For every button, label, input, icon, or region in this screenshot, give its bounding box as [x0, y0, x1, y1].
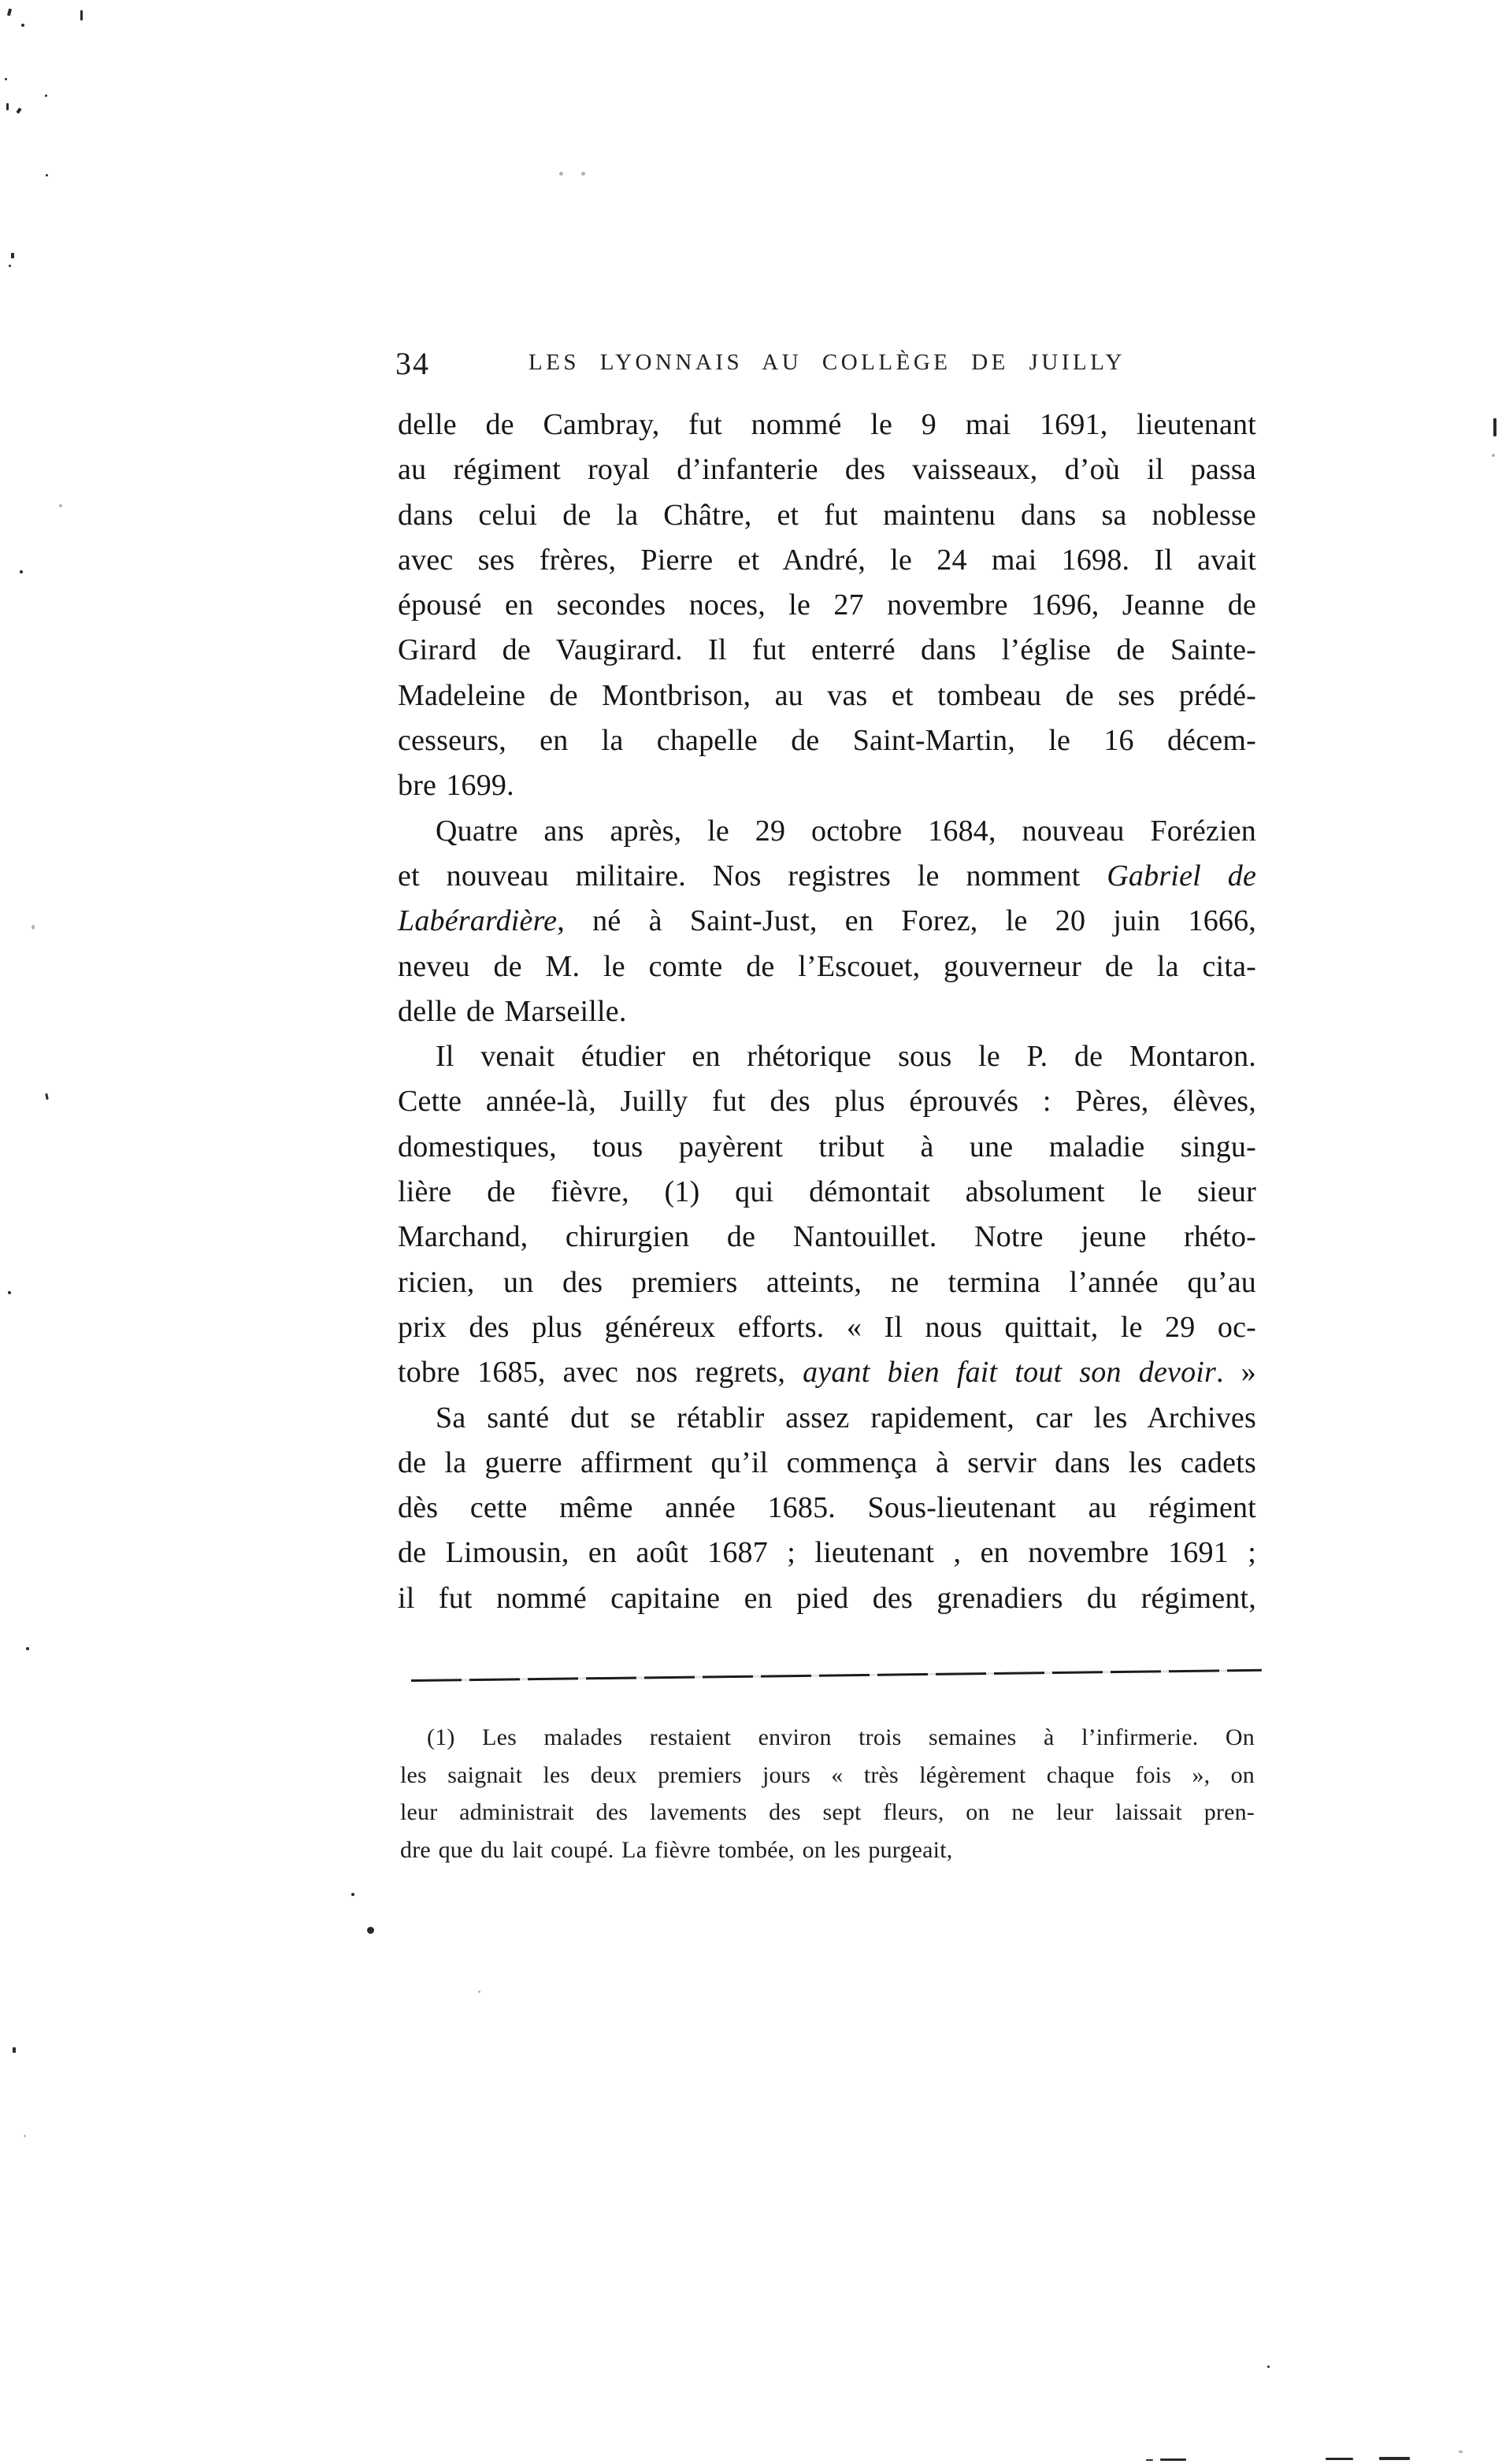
- body-line: bre 1699.: [398, 769, 514, 803]
- body-line: dans celui de la Châtre, et fut maintenu dans sa noblesse: [398, 498, 1256, 532]
- scan-speck: [80, 10, 83, 20]
- body-line: épousé en secondes noces, le 27 novembre 1696, Jeanne de: [398, 588, 1256, 622]
- body-line: Quatre ans après, le 29 octobre 1684, nouveau Forézien: [436, 814, 1256, 848]
- body-line: cesseurs, en la chapelle de Saint-Martin, le 16 décem-: [398, 724, 1256, 758]
- body-line-italic: Gabriel de: [1107, 859, 1257, 892]
- scan-speck: [581, 172, 585, 176]
- body-line: ricien, un des premiers atteints, ne termina l’année qu’au: [398, 1265, 1256, 1299]
- footnote-line: les saignait les deux premiers jours « très légèrement chaque fois », on: [400, 1761, 1255, 1788]
- footnote: [400, 1719, 1255, 1868]
- body-line-text: tobre 1685, avec nos regrets,: [398, 1356, 803, 1390]
- body-line-italic: ayant bien fait tout son devoir: [803, 1356, 1217, 1390]
- body-line: de la guerre affirment qu’il commença à servir dans les cadets: [398, 1445, 1256, 1479]
- body-line: [398, 854, 1256, 899]
- body-line: [398, 899, 1256, 944]
- body-line: neveu de M. le comte de l’Escouet, gouverneur de la cita-: [398, 949, 1256, 983]
- body-line: delle de Marseille.: [398, 994, 627, 1028]
- body-line: Cette année-là, Juilly fut des plus éprouvés : Pères, élèves,: [398, 1085, 1256, 1119]
- body-line: domestiques, tous payèrent tribut à une maladie singu-: [398, 1130, 1256, 1163]
- scan-speck: [32, 925, 35, 930]
- scan-speck: [351, 1893, 354, 1896]
- scan-speck: [59, 504, 62, 507]
- scan-speck: [9, 265, 11, 267]
- scan-speck: [20, 570, 23, 573]
- body-line: delle de Cambray, fut nommé le 9 mai 1691, lieutenant: [398, 408, 1256, 441]
- scan-speck: [1459, 2451, 1463, 2453]
- body-line: il fut nommé capitaine en pied des grenadiers du régiment,: [398, 1581, 1256, 1615]
- body-line: Sa santé dut se rétablir assez rapidement, car les Archives: [436, 1401, 1256, 1434]
- scan-speck: [5, 78, 7, 80]
- body-line: Madeleine de Montbrison, au vas et tombeau de ses prédé-: [398, 678, 1256, 712]
- body-line: de Limousin, en août 1687 ; lieutenant , en novembre 1691 ;: [398, 1536, 1256, 1570]
- body-line: Girard de Vaugirard. Il fut enterré dans l’église de Sainte-: [398, 633, 1256, 667]
- scan-mark-bullet: [367, 1927, 374, 1934]
- body-text: [398, 403, 1256, 1621]
- scan-speck: [6, 103, 9, 110]
- scan-speck: [16, 107, 21, 113]
- scan-speck: [7, 9, 12, 17]
- footnote-line: (1) Les malades restaient environ trois semaines à l’infirmerie. On: [427, 1724, 1255, 1750]
- scan-speck: [11, 253, 14, 258]
- body-line-text: et nouveau militaire. Nos registres le nomment: [398, 859, 1107, 892]
- scan-mark-bottom-dash: [1326, 2458, 1353, 2460]
- body-line: avec ses frères, Pierre et André, le 24 mai 1698. Il avait: [398, 543, 1256, 577]
- body-line: lière de fièvre, (1) qui démontait absolument le sieur: [398, 1175, 1256, 1209]
- body-line-text: . »: [1216, 1356, 1256, 1390]
- scan-speck: [8, 1291, 11, 1294]
- body-line: dès cette même année 1685. Sous-lieutenant au régiment: [398, 1491, 1256, 1525]
- body-line: [398, 1350, 1256, 1395]
- scan-mark-bottom-dash: [1379, 2457, 1410, 2460]
- running-title: LES LYONNAIS AU COLLÈGE DE JUILLY: [528, 350, 1126, 375]
- body-line: Marchand, chirurgien de Nantouillet. Notre jeune rhéto-: [398, 1220, 1256, 1254]
- scan-mark-bottom-dash: [1160, 2458, 1186, 2461]
- body-line: Il venait étudier en rhétorique sous le P. de Montaron.: [436, 1040, 1256, 1074]
- scan-speck: [26, 1647, 29, 1650]
- body-line-italic: Labérardière: [398, 904, 558, 938]
- scan-speck: [1267, 2366, 1270, 2368]
- scan-speck: [24, 2135, 26, 2137]
- footnote-line: leur administrait des lavements des sept fleurs, on ne leur laissait pren-: [400, 1799, 1255, 1826]
- scan-speck: [21, 24, 24, 27]
- footnote-line: dre que du lait coupé. La fièvre tombée, on les purgeait,: [400, 1836, 953, 1863]
- page-number: 34: [395, 346, 430, 381]
- footnote-separator-rule: [411, 1669, 1262, 1682]
- scan-speck: [559, 172, 563, 176]
- scan-speck: [13, 2047, 16, 2053]
- scan-mark-bottom-dash: [1146, 2459, 1153, 2461]
- scan-speck: [478, 1991, 480, 1993]
- scan-speck: [1492, 454, 1495, 457]
- scan-speck: [45, 95, 47, 97]
- body-line: prix des plus généreux efforts. « Il nous quittait, le 29 oc-: [398, 1310, 1256, 1344]
- body-line-text: , né à Saint-Just, en Forez, le 20 juin 1666,: [557, 904, 1256, 938]
- scan-mark-right-bar: [1493, 418, 1496, 436]
- scan-speck: [46, 174, 48, 176]
- body-line: au régiment royal d’infanterie des vaisseaux, d’où il passa: [398, 453, 1256, 487]
- scan-speck: [45, 1093, 49, 1100]
